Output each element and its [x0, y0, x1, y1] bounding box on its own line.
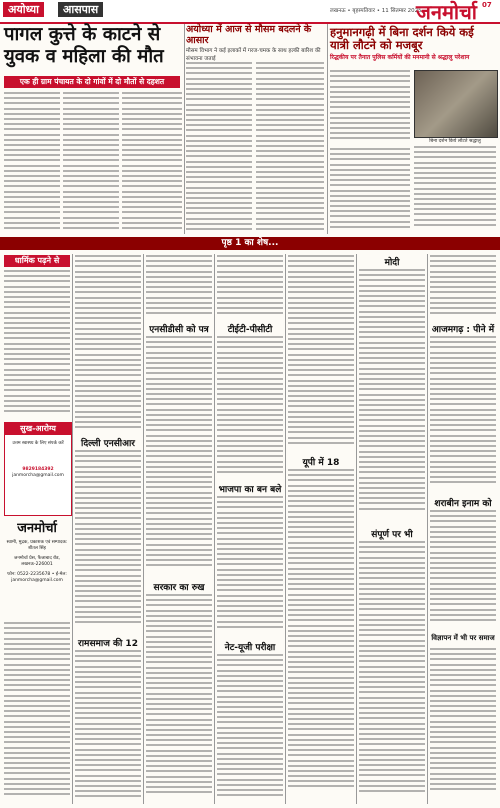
ad-phone: 9829184392 — [22, 467, 54, 472]
column-rule — [184, 24, 185, 234]
right-subline: रिद्धकीय पर तैनात पुलिस कर्मियों की मनमानी से श्रद्धालु परेशान — [330, 54, 470, 61]
lead-headline: पागल कुत्ते के काटने से युवक व महिला की मौत — [4, 24, 164, 67]
imprint-logo: जनमोर्चा — [17, 521, 57, 536]
ad-body: उत्तम स्वास्थ्य के लिए संपर्क करें — [12, 441, 64, 446]
col2-body-bottom — [75, 650, 141, 802]
col7-body-lower — [430, 510, 496, 630]
col4-heading: टीईटी-पीसीटी — [227, 325, 273, 335]
col4c-heading: नेट-यूजी परीक्षा — [224, 643, 276, 653]
continuation-banner — [0, 237, 500, 250]
page-number: 07 — [482, 1, 492, 9]
col6-body-bottom — [359, 541, 425, 802]
column-rule — [327, 24, 328, 234]
col1-body-lower — [4, 622, 70, 802]
news-photo — [414, 70, 498, 138]
right-body-col-1 — [330, 70, 410, 144]
col4-body-mid — [217, 336, 283, 478]
column-rule — [285, 254, 286, 804]
col4b-heading: भाजपा का बन बले — [218, 485, 282, 495]
imprint-tagline: स्वामी, मुद्रक, प्रकाशक एवं सम्पादक: शीतल सिंह — [6, 540, 68, 551]
imprint-block — [4, 518, 70, 618]
middle-subline: मौसम विभाग ने कई इलाकों में गरज-चमक के साथ हल्की बारिश की संभावना जताई — [186, 48, 321, 62]
col7c-heading: विज्ञापन में भी पर समाज — [431, 634, 495, 642]
col4-body-lower — [217, 496, 283, 636]
col2-body-top — [75, 255, 141, 433]
lead-kicker: एक ही ग्राम पंचायत के दो गांवों में दो मौतों से दहशत — [4, 76, 180, 88]
column-rule — [214, 254, 215, 804]
col2b-heading: रामसमाज की 12 — [78, 639, 138, 649]
column-rule — [143, 254, 144, 804]
photo-caption: बिना दर्शन किये लौटते श्रद्धालु — [429, 139, 481, 144]
col4-body-bottom — [217, 654, 283, 802]
lead-body-col-3 — [122, 92, 182, 234]
col2-body-mid — [75, 450, 141, 632]
ad-email: janmorcha@gmail.com — [12, 473, 64, 478]
section-tag-ayodhya: अयोध्या — [3, 2, 44, 17]
imprint-address: जनमोर्चा प्रेस, फैजाबाद रोड, लखनऊ-226001 — [14, 556, 60, 567]
col6b-heading: संपूर्ण पर भी — [371, 530, 413, 540]
middle-body-col-1 — [186, 62, 252, 234]
col2-heading: दिल्ली एनसीआर — [80, 439, 135, 449]
section-tag-aaspaas: आसपास — [58, 2, 103, 17]
banner-text: पृष्ठ 1 का शेष... — [221, 238, 279, 248]
imprint-contacts: फोन: 0522-2235678 • ई-मेल: janmorcha@gmail.com — [7, 572, 67, 583]
ad-title: सुख-आरोग्य — [5, 423, 71, 435]
masthead-logo: जनमोर्चा — [416, 0, 477, 24]
col7-body-mid — [430, 336, 496, 492]
column-rule — [427, 254, 428, 804]
lead-body-col-1 — [4, 92, 60, 234]
col5-heading: यूपी में 18 — [302, 458, 340, 468]
right-body-col-3 — [414, 146, 496, 234]
col4-body-top — [217, 255, 283, 319]
advertisement-box — [4, 422, 72, 516]
column-rule — [72, 254, 73, 804]
col7-body-top — [430, 255, 496, 319]
right-body-col-2 — [330, 148, 410, 234]
col5-body-top — [288, 255, 354, 451]
col5-body-bottom — [288, 469, 354, 802]
col3-body-mid — [146, 336, 212, 576]
column-rule — [356, 254, 357, 804]
col7-heading: आजमगढ़ : पीने में — [431, 325, 495, 335]
dateline: लखनऊ • बृहस्पतिवार • 11 सितम्बर 2025 — [330, 8, 422, 14]
lead-body-col-2 — [63, 92, 119, 234]
col3-body-bottom — [146, 594, 212, 802]
col6-body-top — [359, 269, 425, 523]
col3-heading: एनसीडीसी को पत्र — [149, 325, 209, 335]
col1-heading: धार्मिक पढ़ने से — [4, 255, 70, 267]
right-headline: हनुमानगढ़ी में बिना दर्शन किये कई यात्री लौटने को मजबूर — [330, 25, 474, 52]
col3-body-top — [146, 255, 212, 319]
col1-body — [4, 270, 70, 418]
middle-headline: अयोध्या में आज से मौसम बदलने के आसार — [186, 24, 312, 46]
col7-body-bottom — [430, 648, 496, 802]
col7b-heading: शराबीन इनाम को — [434, 499, 492, 509]
middle-body-col-2 — [256, 62, 324, 234]
col6-heading: मोदी — [384, 258, 400, 268]
col3b-heading: सरकार का रुख — [153, 583, 205, 593]
